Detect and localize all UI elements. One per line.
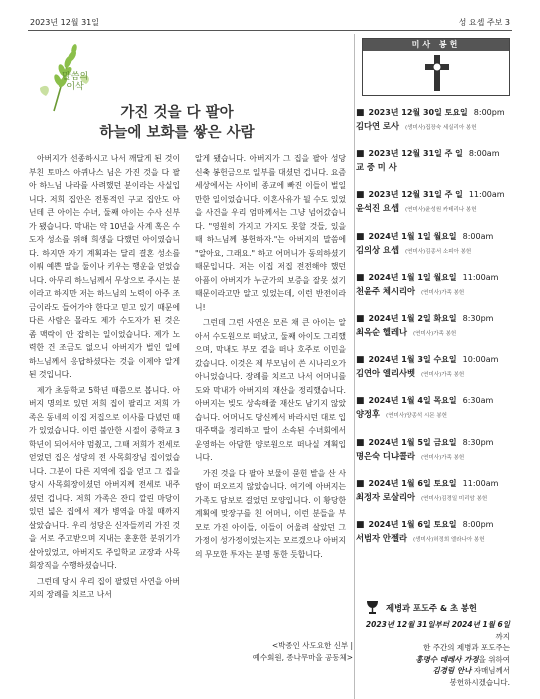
- mass-intention-note: (연미사)김경일 미리암 봉헌: [421, 496, 488, 502]
- mass-intention-note: (생미사)집장숙 세실리아 봉헌: [404, 125, 477, 131]
- mass-entry: [356, 519, 536, 544]
- article-title-line2: 하늘에 보화를 쌓은 사람: [99, 124, 255, 141]
- mass-time: 11:00am: [462, 479, 499, 488]
- bullet-square-icon: ■: [356, 520, 365, 530]
- bullet-square-icon: ■: [356, 438, 365, 448]
- mass-entry: [356, 395, 536, 420]
- mass-offering-title: 미사 봉헌: [363, 39, 509, 51]
- mass-time: 8:00pm: [462, 520, 494, 529]
- donation-text: 한 주간의 제병과 포도주는: [423, 643, 510, 652]
- bullet-square-icon: ■: [356, 190, 365, 200]
- mass-intention-note: (연미사)양종석 시몬 봉헌: [386, 413, 447, 419]
- article-paragraph: 그런데 그런 사연은 모른 채 큰 아이는 알아서 수도원으로 떠났고, 둘째 아이도 그리했으며, 막내도 부모 곁을 떠나 호주로 이민을 갔습니다. 이것은 제 부모님이 쓴 시나리오가 아니었습니다. 장례를 치르고 나서 어머니를 도와 막내가 아버지의 재산을 정리했습니다. 아버지는 빚도 상속해줄 재산도 남기지 않았습니다. 어머니도 당신께서 바라시던 대로 입대주택을 정리하고 딸이 소속된 수녀회에서 운영하는 아담한 양로원으로 떠나실 계획입니다.: [195, 318, 346, 462]
- mass-intention-name: 양정후: [356, 409, 381, 419]
- mass-entry: [356, 272, 536, 297]
- author-signature: [225, 640, 353, 664]
- mass-time: 8:00am: [462, 232, 494, 241]
- mass-entry: [356, 148, 536, 173]
- mass-date: 2024년 1월 2일 화요일: [368, 314, 457, 323]
- donation-text: 봉헌하시겠습니다.: [449, 677, 510, 687]
- mass-date: 2023년 12월 31일 주 일: [368, 190, 463, 199]
- bullet-square-icon: ■: [356, 149, 365, 159]
- logo-caption: [62, 72, 88, 92]
- bullet-square-icon: ■: [356, 273, 365, 283]
- logo-caption-line2: 이삭: [66, 82, 84, 92]
- mass-time: 11:00am: [468, 190, 505, 199]
- mass-intention-note: (연미사)가족 봉헌: [421, 455, 465, 461]
- author-signature-line2: 예수회원, 종나무마을 공동체>: [252, 653, 353, 662]
- mass-intention-note: (연미사)가족 봉헌: [421, 290, 465, 296]
- mass-entry: [356, 354, 536, 379]
- donation-header: [362, 599, 520, 617]
- mass-time: 6:30am: [462, 396, 494, 405]
- logo-caption-line1: 말씀의: [62, 72, 89, 82]
- mass-time: 8:30pm: [462, 438, 494, 447]
- article-column-1: [29, 152, 180, 604]
- donation-text: 을 위하여: [478, 654, 510, 664]
- article-paragraph: 아버지가 선종하시고 나서 깨달게 된 것이 부친 토마스 아퀴나스 님은 가진 것을 다 팔아 하느님 나라를 사려했던 분이라는 사실입니다. 저희 집안은 전통적인 구교 집안도 아닌데 큰 아이는 수녀, 둘째 아이는 수사 신부가 됐습니다. 막내는 약 10년을 사계 혹은 수도자 성소를 위해 희생을 다했던 아이였습니다. 하지만 자기 계획과는 달리 결혼 성소를 이뤄 예쁜 딸을 둘이나 키우는 행운을 얻었습니다. 아무리 하느님께서 무상으로 주시는 분이라고 하지만 저는 하느님의 노력이 아주 조금이라도 들어가야 한다고 믿고 있기 때문에 다른 사람은 몰라도 제가 수도자가 된 것은 좀 맥락이 안 잡히는 일이었습니다. 제가 노력한 건 조금도 없으니 아버지가 벌인 일에 하느님께서 응답하셨다는 것을 이제야 알게 된 것입니다.: [29, 154, 180, 379]
- donation-period: 2023년 12월 31일부터 2024년 1월 6일: [365, 620, 510, 629]
- mass-date: 2023년 12월 30일 토요일: [368, 108, 468, 117]
- mass-date: 2024년 1월 1일 월요일: [368, 232, 457, 241]
- donation-text: 자매님께서: [471, 666, 510, 675]
- mass-time: 8:30pm: [462, 314, 494, 323]
- mass-entry: [356, 437, 536, 462]
- mass-time: 8:00am: [468, 149, 500, 158]
- bullet-square-icon: ■: [356, 355, 365, 365]
- mass-date: 2024년 1월 1일 월요일: [368, 273, 457, 282]
- mass-intention-note: (연미사)김종서 소피아 봉헌: [404, 249, 472, 255]
- bulletin-date: 2023년 12월 31일: [30, 18, 99, 27]
- mass-intention-note: (연미사)윤성원 카테리나 봉헌: [404, 207, 477, 213]
- mass-intention-note: (연미사)가족 봉헌: [412, 331, 457, 337]
- bulletin-page-label: 성 요셉 주보 3: [458, 18, 510, 27]
- chalice-icon: [366, 600, 379, 615]
- mass-entry: [356, 478, 536, 503]
- cross-icon: [421, 53, 453, 93]
- mass-intention-note: (생미사)허정희 엘라나아 봉헌: [412, 537, 485, 543]
- bullet-square-icon: ■: [356, 479, 365, 489]
- mass-intention-name: 김다연 로사: [356, 121, 399, 131]
- mass-intention-note: (연미사)가족 봉헌: [421, 372, 465, 378]
- bullet-square-icon: ■: [356, 232, 365, 242]
- donation-text: 까지: [495, 631, 510, 641]
- column-divider: [354, 34, 355, 699]
- author-signature-line1: <박종인 사도요한 신부 |: [271, 641, 353, 650]
- mass-date: 2024년 1월 4일 목요일: [368, 396, 457, 405]
- bullet-square-icon: ■: [356, 314, 365, 324]
- mass-intention-name: 교 중 미 사: [356, 162, 397, 172]
- mass-intention-name: 명은숙 디냐콜라: [356, 451, 415, 461]
- article-title-line1: 가진 것을 다 팔아: [120, 104, 234, 121]
- mass-intention-name: 김의상 요셉: [356, 245, 399, 255]
- article-paragraph: 제가 초등학교 5학년 때쯤으로 봅니다. 아버지 명의로 있던 저희 집이 팔리고 저희 가족은 동네의 이집 저집으로 이사를 다녔던 때가 있었습니다. 이런 불안한 시절이 중학교 3학년이 되어서야 멈췄고, 그때 저희가 전세로 얻었던 집은 성당의 전 사목회장님 집이었습니다. 그분이 다른 지역에 집을 얻고 그 집을 당시 사목회장이셨던 아버지께 전세로 내주셨던 겁니다. 저희 가족은 잔디 깔린 마당이 있던 넓은 집에서 제가 병역을 마칠 때까지 살았습니다. 우리 성당은 신자들끼리 가진 것을 서로 주고받으며 지내는 훈훈한 분위기가 살아있었고, 아버지도 주일학교 교장과 사목회장직을 수행하셨습니다.: [29, 385, 180, 570]
- donation-family: 홍명수 데레사 가정: [415, 654, 479, 664]
- bullet-square-icon: ■: [356, 108, 365, 118]
- mass-time: 8:00pm: [473, 108, 505, 117]
- mass-date: 2023년 12월 31일 주 일: [368, 149, 463, 158]
- article-paragraph: 가진 것을 다 팔아 보물이 묻힌 밭을 산 사람이 떠오르지 않았습니다. 여기에 아버지는 가족도 담보로 걸었던 모양입니다. 이 황당한 계획에 맞장구를 친 어머니, 이런 분들을 부모로 가진 아이들, 이들이 어울려 살았던 그 가정이 성가정이었는지는 모르겠으나 아버지의 무모한 투자는 분명 통한 듯합니다.: [195, 468, 346, 559]
- mass-entry: [356, 313, 536, 338]
- article-paragraph: 알게 됐습니다. 아버지가 그 집을 팔아 성당신축 봉헌금으로 일부를 대셨던 겁니다. 요즘 세상에서는 사이비 종교에 빠진 이들이 벌일만한 일이었습니다. 이혼사유가 될 수도 있었을 사건을 우리 엄마께서는 그냥 넘어갔습니다. "영원히 가지고 가지도 못할 것들, 있을 때 하느님께 봉헌하자."는 아버지의 말씀에 "알아요, 그래요." 하고 어머니가 동의하셨기 때문입니다. 저는 이집 저집 전전해야 했던 아픔이 아버지가 누군가의 보증을 잘못 섰기 때문이라고만 알고 있었는데, 이런 반전이라니!: [195, 154, 346, 312]
- mass-date: 2024년 1월 6일 토요일: [368, 479, 457, 488]
- donation-donor: 김경림 안나: [432, 666, 472, 675]
- mass-entry: [356, 189, 536, 214]
- mass-intention-name: 천윤주 체시리아: [356, 286, 415, 296]
- mass-date: 2024년 1월 3일 수요일: [368, 355, 457, 364]
- mass-intention-name: 윤석진 요셉: [356, 203, 399, 213]
- mass-time: 10:00am: [462, 355, 499, 364]
- mass-intention-name: 최옥순 헬레나: [356, 327, 407, 337]
- article-paragraph: 그런데 당시 우리 집이 팔렸던 사연을 아버지의 장례를 치르고 나서: [29, 576, 180, 599]
- mass-intention-name: 최정자 로살리아: [356, 492, 415, 502]
- donation-body: [362, 619, 510, 688]
- mass-entry: [356, 231, 536, 256]
- page-header: [0, 0, 540, 34]
- article-column-2: [195, 152, 346, 563]
- mass-date: 2024년 1월 5일 금요일: [368, 438, 457, 447]
- mass-date: 2024년 1월 6일 토요일: [368, 520, 457, 529]
- mass-time: 11:00am: [462, 273, 499, 282]
- bullet-square-icon: ■: [356, 396, 365, 406]
- mass-intention-name: 김연아 엘리사벳: [356, 368, 415, 378]
- mass-offering-header-box: [362, 38, 510, 96]
- mass-entry: [356, 107, 536, 132]
- header-divider: [28, 30, 512, 31]
- mass-intention-name: 서범자 안젤라: [356, 533, 407, 543]
- donation-title: 제병과 포도주 & 초 봉헌: [386, 603, 477, 613]
